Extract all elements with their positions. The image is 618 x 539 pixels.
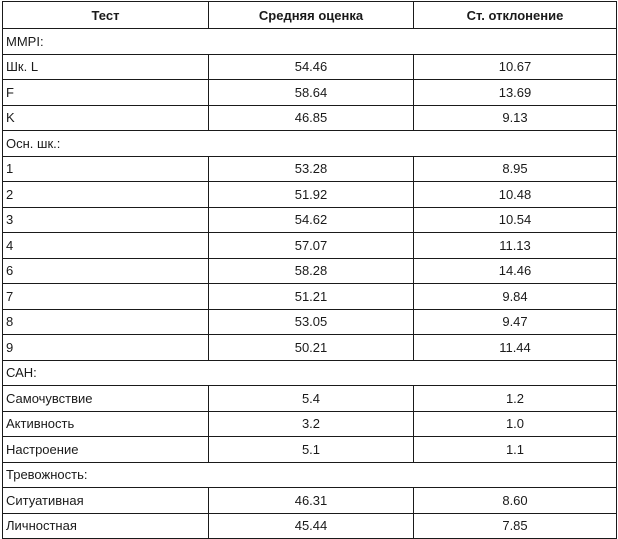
table-row — [3, 258, 617, 284]
table-row — [3, 54, 617, 80]
mean-cell: 46.85 — [209, 105, 414, 131]
table-row — [3, 335, 617, 361]
table-row — [3, 437, 617, 463]
mean-cell: 5.4 — [209, 386, 414, 412]
test-name-cell: Личностная — [3, 513, 209, 539]
mean-cell: 3.2 — [209, 411, 414, 437]
table-row — [3, 513, 617, 539]
table-row — [3, 284, 617, 310]
test-name-cell: Настроение — [3, 437, 209, 463]
sd-cell: 9.47 — [414, 309, 617, 335]
table-row — [3, 156, 617, 182]
section-row — [3, 131, 617, 157]
mean-cell: 51.21 — [209, 284, 414, 310]
test-name-cell: Самочувствие — [3, 386, 209, 412]
test-name-cell: 4 — [3, 233, 209, 259]
sd-cell: 10.48 — [414, 182, 617, 208]
sd-cell: 8.95 — [414, 156, 617, 182]
section-title: Осн. шк.: — [3, 131, 617, 157]
mean-cell: 53.28 — [209, 156, 414, 182]
test-name-cell: Активность — [3, 411, 209, 437]
sd-cell: 11.44 — [414, 335, 617, 361]
table-row — [3, 207, 617, 233]
section-title: MMPI: — [3, 29, 617, 55]
section-row — [3, 29, 617, 55]
sd-cell: 10.54 — [414, 207, 617, 233]
section-title: Тревожность: — [3, 462, 617, 488]
sd-cell: 11.13 — [414, 233, 617, 259]
table-row — [3, 105, 617, 131]
header-mean: Средняя оценка — [209, 2, 414, 29]
test-name-cell: 8 — [3, 309, 209, 335]
mean-cell: 57.07 — [209, 233, 414, 259]
test-name-cell: 1 — [3, 156, 209, 182]
test-name-cell: K — [3, 105, 209, 131]
table-row — [3, 182, 617, 208]
section-row — [3, 462, 617, 488]
test-name-cell: Шк. L — [3, 54, 209, 80]
table-row — [3, 233, 617, 259]
test-name-cell: 7 — [3, 284, 209, 310]
test-name-cell: F — [3, 80, 209, 106]
sd-cell: 14.46 — [414, 258, 617, 284]
sd-cell: 10.67 — [414, 54, 617, 80]
header-sd: Ст. отклонение — [414, 2, 617, 29]
table-row — [3, 386, 617, 412]
mean-cell: 51.92 — [209, 182, 414, 208]
mean-cell: 54.46 — [209, 54, 414, 80]
mean-cell: 58.64 — [209, 80, 414, 106]
table-row — [3, 309, 617, 335]
stats-table — [2, 1, 617, 539]
test-name-cell: 3 — [3, 207, 209, 233]
sd-cell: 9.13 — [414, 105, 617, 131]
test-name-cell: 6 — [3, 258, 209, 284]
test-name-cell: 2 — [3, 182, 209, 208]
section-row — [3, 360, 617, 386]
header-row — [3, 2, 617, 29]
sd-cell: 1.0 — [414, 411, 617, 437]
mean-cell: 53.05 — [209, 309, 414, 335]
mean-cell: 5.1 — [209, 437, 414, 463]
test-name-cell: Ситуативная — [3, 488, 209, 514]
sd-cell: 9.84 — [414, 284, 617, 310]
table-body — [3, 29, 617, 539]
table-row — [3, 411, 617, 437]
mean-cell: 46.31 — [209, 488, 414, 514]
mean-cell: 50.21 — [209, 335, 414, 361]
table-row — [3, 488, 617, 514]
mean-cell: 58.28 — [209, 258, 414, 284]
sd-cell: 1.1 — [414, 437, 617, 463]
section-title: САН: — [3, 360, 617, 386]
mean-cell: 45.44 — [209, 513, 414, 539]
sd-cell: 13.69 — [414, 80, 617, 106]
header-test: Тест — [3, 2, 209, 29]
test-name-cell: 9 — [3, 335, 209, 361]
table-row — [3, 80, 617, 106]
mean-cell: 54.62 — [209, 207, 414, 233]
sd-cell: 8.60 — [414, 488, 617, 514]
sd-cell: 7.85 — [414, 513, 617, 539]
sd-cell: 1.2 — [414, 386, 617, 412]
